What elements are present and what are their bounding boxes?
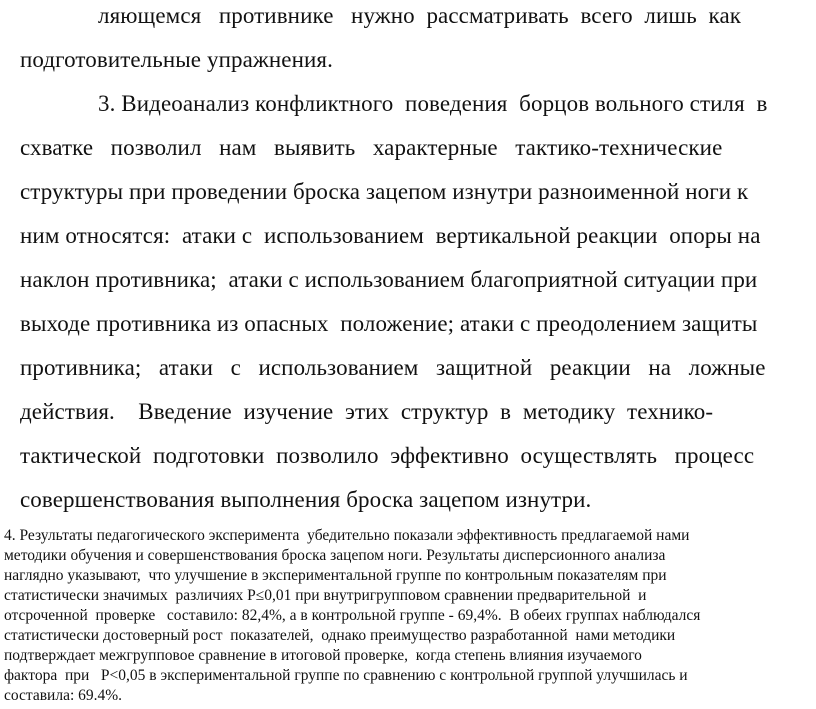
main-text-line-6: ним относятся: атаки с использованием вертикальной реакции опоры на (20, 223, 761, 248)
footnote-line-6: статистически достоверный рост показателей, однако преимущество разработанной нами методики (4, 627, 676, 644)
main-text-line-7: наклон противника; атаки с использованием благоприятной ситуации при (20, 267, 758, 292)
main-text-line-4: схватке позволил нам выявить характерные тактико-технические (20, 135, 723, 160)
main-text-line-3: 3. Видеоанализ конфликтного поведения борцов вольного стиля в (98, 91, 768, 116)
main-text-line-1: ляющемся противнике нужно рассматривать всего лишь как (98, 3, 742, 28)
main-text-line-11: тактической подготовки позволило эффективно осуществлять процесс (20, 443, 755, 468)
main-text-line-5: структуры при проведении броска зацепом изнутри разноименной ноги к (20, 179, 749, 204)
footnote-line-7: подтверждает межгрупповое сравнение в итоговой проверке, когда степень влияния изучаемого (4, 647, 642, 664)
footnote-line-5: отсроченной проверке составило: 82,4%, а в контрольной группе - 69,4%. В обеих группах наблюдался (4, 607, 701, 624)
footnote-line-9: составила: 69.4%. (4, 687, 123, 704)
main-text-line-2: подготовительные упражнения. (20, 47, 333, 72)
footnote-line-2: методики обучения и совершенствования броска зацепом ноги. Результаты дисперсионного анализа (4, 547, 666, 564)
footnote-line-3: наглядно указывают, что улучшение в экспериментальной группе по контрольным показателям при (4, 567, 667, 584)
footnote-line-1: 4. Результаты педагогического эксперимента убедительно показали эффективность предлагаемой нами (4, 527, 690, 544)
footnote-line-8: фактора при Р<0,05 в экспериментальной группе по сравнению с контрольной группой улучшилась и (4, 667, 688, 684)
main-text-line-12: совершенствования выполнения броска зацепом изнутри. (20, 487, 592, 512)
main-text-line-10: действия. Введение изучение этих структур в методику технико- (20, 399, 714, 424)
main-text-line-8: выходе противника из опасных положение; атаки с преодолением защиты (20, 311, 758, 336)
main-text-line-9: противника; атаки с использованием защитной реакции на ложные (20, 355, 766, 380)
footnote-line-4: статистически значимых различиях Р≤0,01 при внутригрупповом сравнении предварительной и (4, 587, 647, 604)
